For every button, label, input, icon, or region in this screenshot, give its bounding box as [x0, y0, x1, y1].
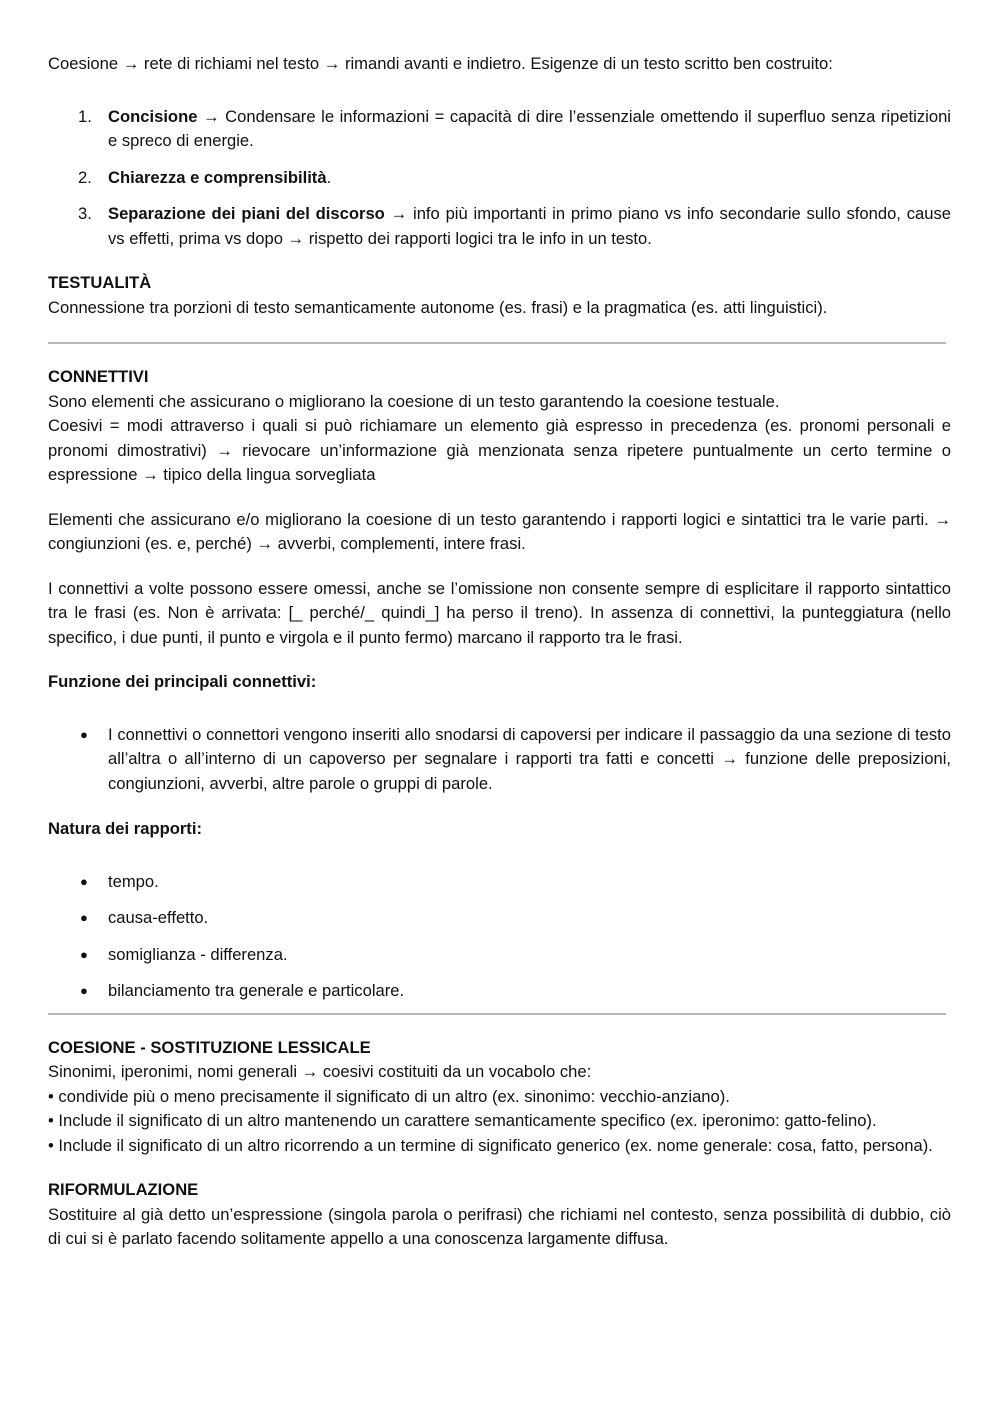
- list-item-text: bilanciamento tra generale e particolare.: [108, 981, 405, 1000]
- list-item: [48, 166, 951, 191]
- list-item: [48, 979, 951, 1004]
- list-item-text: .: [326, 167, 332, 187]
- list-item: [48, 943, 951, 968]
- connettivi-paragraph2: Elementi che assicurano e/o migliorano la coesione di un testo garantendo i rapporti logici e sintattici tra le varie parti. → congiunzioni (es. e, perché) → avverbi, complementi, intere frasi.: [48, 509, 951, 553]
- riformulazione-text: Sostituire al già detto un’espressione (singola parola o perifrasi) che richiami nel contesto, senza possibilità di dubbio, ciò di cui si è parlato facendo solitamente appello a una conoscenza largamente diffusa.: [48, 1204, 951, 1248]
- list-item-bold: Concisione: [108, 106, 198, 126]
- list-number: 2.: [78, 167, 92, 187]
- section-heading-sostituzione: COESIONE - SOSTITUZIONE LESSICALE: [48, 1037, 371, 1057]
- list-item: [48, 105, 951, 154]
- sostituzione-line4: • Include il significato di un altro ricorrendo a un termine di significato generico (ex. nome generale: cosa, fatto, persona).: [48, 1135, 933, 1155]
- list-item-bold: Separazione dei piani del discorso: [108, 204, 385, 223]
- connettivi-paragraph3: I connettivi a volte possono essere omessi, anche se l’omissione non consente sempre di esplicitare il rapporto sintattico tra le frasi (es. Non è arrivata: [_ perché/_ quindi_] ha perso il treno). In assenza di connettivi, la punteggiatura (nello specifico, i due punti, il punto e virgola e il punto fermo) marcano il rapporto tra le frasi.: [48, 578, 951, 647]
- testualita-text: Connessione tra porzioni di testo semanticamente autonome (es. frasi) e la pragmatica (es. atti linguistici).: [48, 297, 828, 317]
- list-item: [48, 870, 951, 895]
- section-divider: [48, 342, 946, 344]
- list-number: 3.: [78, 204, 92, 223]
- list-item-text: I connettivi o connettori vengono inseriti allo snodarsi di capoversi per indicare il passaggio da una sezione di testo all’altra o all’interno di un capoverso per segnalare i rapporti tra fatti e concetti → funzione delle preposizioni, congiunzioni, avverbi, altre parole o gruppi di parole.: [108, 724, 951, 793]
- sostituzione-line3: • Include il significato di un altro mantenendo un carattere semanticamente specifico (ex. iperonimo: gatto-felino).: [48, 1111, 877, 1130]
- bullet-icon: ●: [80, 983, 88, 998]
- list-item: [48, 202, 951, 251]
- document-page: [48, 52, 951, 1252]
- list-item: [48, 906, 951, 931]
- requirements-list: [48, 105, 951, 252]
- funzione-list: [48, 723, 951, 797]
- section-divider: [48, 1013, 946, 1015]
- bullet-icon: ●: [80, 873, 88, 889]
- list-item: [48, 723, 951, 797]
- list-item-text: → info più importanti in primo piano vs info secondarie sullo sfondo, cause vs effetti, prima vs dopo → rispetto dei rapporti logici tra le info in un testo.: [108, 204, 951, 248]
- list-item-text: tempo.: [108, 871, 159, 891]
- sostituzione-line2: • condivide più o meno precisamente il significato di un altro (ex. sinonimo: vecchio-anziano).: [48, 1086, 730, 1106]
- bullet-icon: ●: [80, 910, 88, 925]
- funzione-heading: Funzione dei principali connettivi:: [48, 672, 317, 691]
- connettivi-line1: Sono elementi che assicurano o migliorano la coesione di un testo garantendo la coesione testuale.: [48, 391, 780, 411]
- section-heading-connettivi: CONNETTIVI: [48, 367, 149, 386]
- natura-list: [48, 870, 951, 1004]
- list-item-text: somiglianza - differenza.: [108, 944, 288, 964]
- list-item-text: → Condensare le informazioni = capacità di dire l’essenziale omettendo il superfluo senza ripetizioni e spreco di energie.: [108, 106, 951, 150]
- sostituzione-line1: Sinonimi, iperonimi, nomi generali → coesivi costituiti da un vocabolo che:: [48, 1062, 592, 1081]
- section-heading-testualita: TESTUALITÀ: [48, 273, 152, 292]
- bullet-icon: ●: [80, 726, 88, 742]
- section-heading-riformulazione: RIFORMULAZIONE: [48, 1180, 199, 1199]
- bullet-icon: ●: [80, 946, 88, 962]
- list-item-bold: Chiarezza e comprensibilità: [108, 167, 327, 187]
- natura-heading: Natura dei rapporti:: [48, 819, 202, 838]
- intro-paragraph: Coesione → rete di richiami nel testo → rimandi avanti e indietro. Esigenze di un testo scritto ben costruito:: [48, 54, 833, 73]
- list-item-text: causa-effetto.: [108, 908, 209, 927]
- list-number: 1.: [78, 106, 92, 126]
- connettivi-line2: Coesivi = modi attraverso i quali si può richiamare un elemento già espresso in precedenza (es. pronomi personali e pronomi dimostrativi) → rievocare un’informazione già menzionata senza ripetere puntualmente un certo termine o espressione → tipico della lingua sorvegliata: [48, 416, 951, 484]
